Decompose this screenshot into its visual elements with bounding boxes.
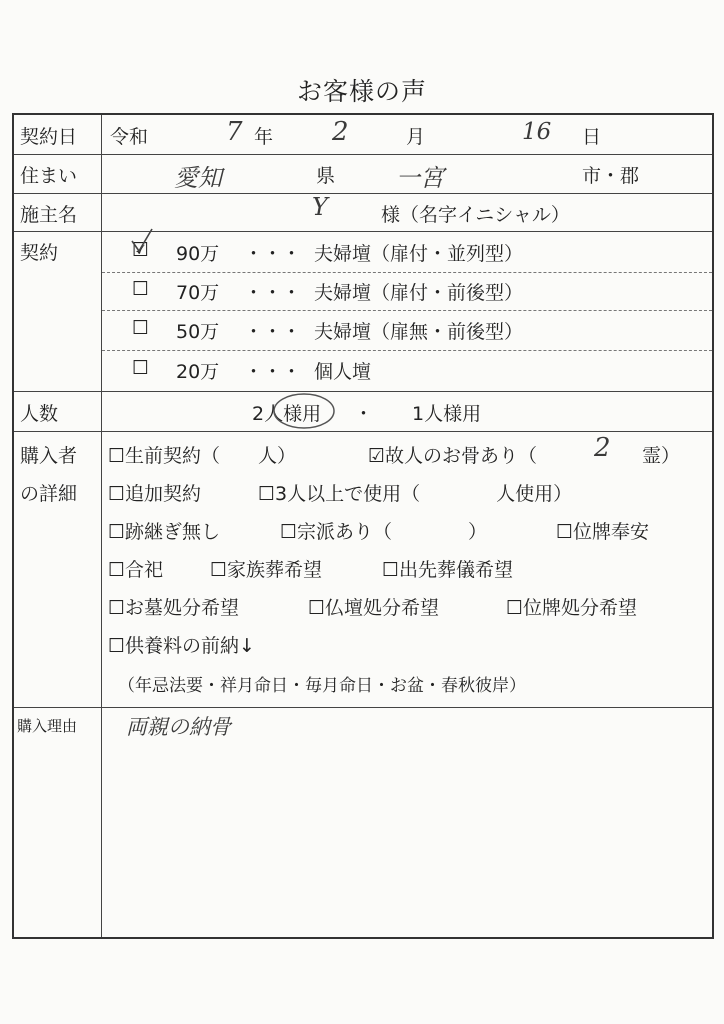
family-funeral[interactable]: ☐家族葬希望 xyxy=(210,559,323,581)
reason-row xyxy=(14,707,712,937)
option-desc: 夫婦壇（扉付・前後型） xyxy=(314,282,524,304)
option-checkbox[interactable]: ☐ xyxy=(132,357,150,379)
page-title: お客様の声 xyxy=(296,77,427,106)
headcount-separator: ・ xyxy=(354,403,374,425)
joint-burial[interactable]: ☐合祀 xyxy=(108,559,164,581)
option-dots: ・・・ xyxy=(244,243,302,265)
grave-disposal[interactable]: ☐お墓処分希望 xyxy=(108,597,240,619)
option-price: 20万 xyxy=(176,361,220,383)
year-handwritten: 7 xyxy=(226,117,243,147)
remains-count-handwritten: 2 xyxy=(594,433,611,463)
label-cell xyxy=(14,431,102,707)
day-handwritten: 16 xyxy=(522,119,552,145)
option-divider xyxy=(102,272,712,273)
remains-present[interactable]: ☑故人のお骨あり（ xyxy=(368,445,538,467)
label-cell xyxy=(14,231,102,391)
option-price: 70万 xyxy=(176,282,220,304)
city-unit: 市・郡 xyxy=(582,165,640,187)
option-desc: 個人壇 xyxy=(314,361,372,383)
contract-row xyxy=(14,231,712,392)
altar-disposal[interactable]: ☐仏壇処分希望 xyxy=(308,597,440,619)
tablet-disposal[interactable]: ☐位牌処分希望 xyxy=(506,597,638,619)
remote-funeral[interactable]: ☐出先葬儀希望 xyxy=(382,559,514,581)
headcount-label: 人数 xyxy=(20,403,59,425)
headcount-option-1[interactable]: 1人様用 xyxy=(412,403,482,425)
option-price: 50万 xyxy=(176,321,220,343)
label-cell xyxy=(14,154,102,193)
client-row xyxy=(14,193,712,232)
label-cell xyxy=(14,193,102,231)
option-dots: ・・・ xyxy=(244,321,302,343)
memorial-events: （年忌法要・祥月命日・毎月命日・お盆・春秋彼岸） xyxy=(118,676,526,696)
label-cell xyxy=(14,115,102,154)
option-dots: ・・・ xyxy=(244,361,302,383)
prefecture-unit: 県 xyxy=(316,165,336,187)
year-unit: 年 xyxy=(254,126,274,148)
prefecture-handwritten: 愛知 xyxy=(174,164,222,192)
remains-unit: 霊） xyxy=(642,445,681,467)
additional-contract[interactable]: ☐追加契約 xyxy=(108,483,202,505)
reason-label: 購入理由 xyxy=(17,717,78,735)
reason-handwritten: 両親の納骨 xyxy=(126,715,231,739)
option-divider xyxy=(102,310,712,311)
has-sect[interactable]: ☐宗派あり（ ） xyxy=(280,521,488,543)
client-suffix: 様（名字イニシャル） xyxy=(381,204,570,226)
label-cell xyxy=(14,391,102,431)
option-desc: 夫婦壇（扉付・並列型） xyxy=(314,243,524,265)
headcount-option-2[interactable]: 2人様用 xyxy=(252,403,322,425)
option-dots: ・・・ xyxy=(244,282,302,304)
contract-label: 契約 xyxy=(20,242,59,264)
contract-date-label: 契約日 xyxy=(20,126,78,148)
option-checkbox[interactable]: ☑ xyxy=(132,239,150,261)
option-checkbox[interactable]: ☐ xyxy=(132,317,150,339)
option-desc: 夫婦壇（扉無・前後型） xyxy=(314,321,524,343)
label-cell xyxy=(14,707,102,937)
memorial-prepay[interactable]: ☐供養料の前納↓ xyxy=(108,635,255,657)
purchaser-row xyxy=(14,431,712,708)
era-text: 令和 xyxy=(110,126,149,148)
headcount-row xyxy=(14,391,712,432)
option-price: 90万 xyxy=(176,243,220,265)
day-unit: 日 xyxy=(582,126,602,148)
residence-label: 住まい xyxy=(20,165,78,187)
option-checkbox[interactable]: ☐ xyxy=(132,278,150,300)
tablet-enshrine[interactable]: ☐位牌奉安 xyxy=(556,521,650,543)
no-successor[interactable]: ☐跡継ぎ無し xyxy=(108,521,221,543)
three-plus-users[interactable]: ☐3人以上で使用（ 人使用） xyxy=(258,483,573,505)
option-divider xyxy=(102,350,712,351)
pre-need-contract[interactable]: ☐生前契約（ 人） xyxy=(108,445,297,467)
contract-date-row xyxy=(14,115,712,155)
purchaser-label-line2: の詳細 xyxy=(20,483,78,505)
month-unit: 月 xyxy=(406,126,426,148)
client-label: 施主名 xyxy=(20,204,78,226)
residence-row xyxy=(14,154,712,194)
city-handwritten: 一宮 xyxy=(396,164,444,192)
purchaser-label-line1: 購入者 xyxy=(20,445,78,467)
month-handwritten: 2 xyxy=(332,117,349,147)
client-initial-handwritten: Y xyxy=(312,193,328,221)
survey-form xyxy=(12,113,714,939)
